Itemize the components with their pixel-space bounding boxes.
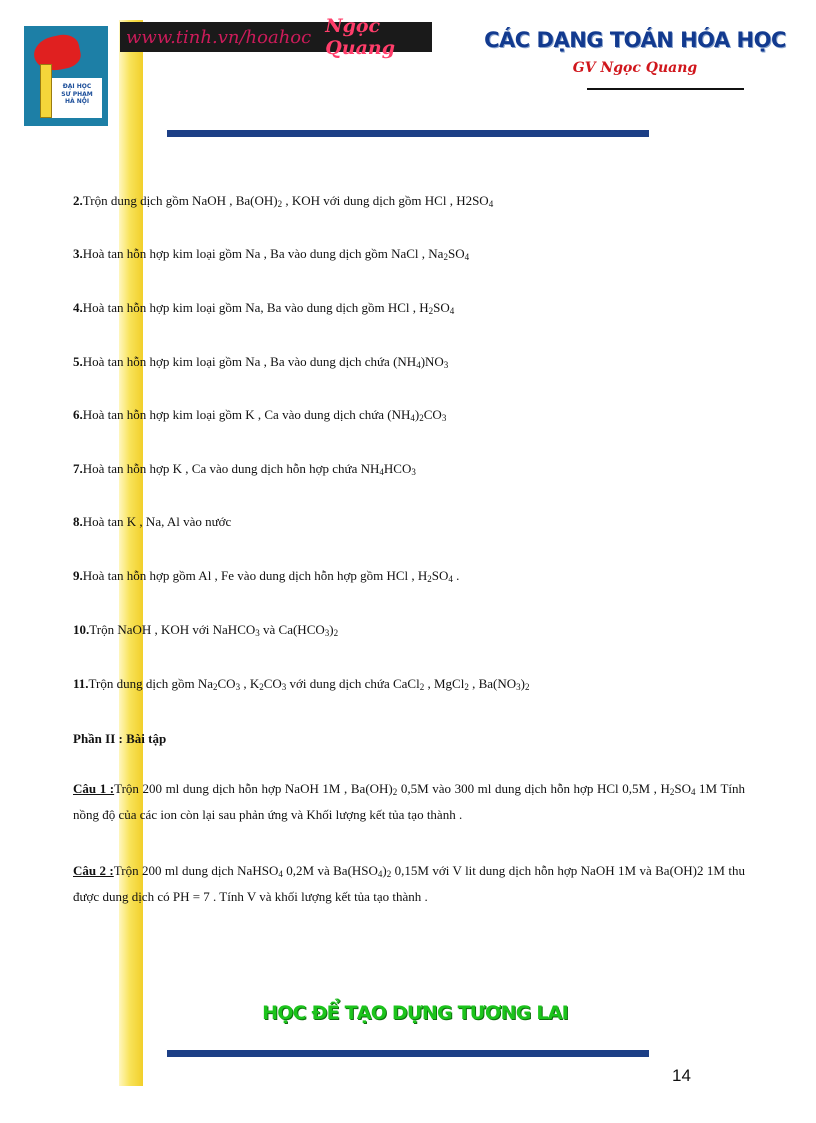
text-run: ) [520,676,525,691]
exercise-number: 9. [73,568,83,583]
text-run: 1M Tính nồng độ của các ion còn lại sau phản ứng và Khối lượng kết tủa tạo thành . [73,781,745,822]
subscript: 3 [441,413,447,423]
text-run: Hoà tan hỗn hợp K , Ca vào dung dịch hỗn hợp chứa NH [82,461,380,476]
footer-slogan: HỌC ĐỂ TẠO DỰNG TƯƠNG LAI [262,1002,568,1024]
subscript: 2 [669,787,675,797]
question-label: Câu 1 : [73,781,115,796]
text-run: CO [423,407,442,422]
exercise-item [73,622,338,638]
exercise-number: 3. [73,246,83,261]
exercise-item [73,676,529,692]
exercise-item [73,407,446,423]
subscript: 3 [516,682,521,692]
question-label: Câu 2 : [73,863,114,878]
document-title: CÁC DẠNG TOÁN HÓA HỌC [484,28,786,52]
text-run: Hoà tan hỗn hợp kim loại gồm Na , Ba vào dung dịch gồm NaCl , Na [82,246,444,261]
exercise-number: 4. [73,300,83,315]
exercise-item [73,514,231,530]
subscript: 3 [443,360,449,370]
header-banner [120,15,432,59]
exercise-item [73,193,493,209]
subscript: 2 [259,682,264,692]
subscript: 2 [277,199,283,209]
text-run: ) [382,863,387,878]
subscript: 4 [449,306,455,316]
page-number: 14 [672,1066,691,1085]
exercise-number: 7. [73,461,83,476]
exercise-item [73,568,459,584]
text-run: SO [433,300,450,315]
subscript: 2 [333,628,339,638]
text-run: SO [674,781,691,796]
logo-line: SƯ PHẠM [61,90,93,98]
subscript: 4 [416,360,421,370]
subscript: 2 [419,682,425,692]
subscript: 2 [392,787,398,797]
subscript: 4 [690,787,696,797]
subscript: 4 [410,413,415,423]
text-run: CO [263,676,282,691]
torch-flame-icon [31,32,83,75]
subscript: 3 [411,467,416,477]
text-run: , Ba(NO [468,676,517,691]
text-run: và Ca(HCO [259,622,325,637]
text-run: Trộn dung dịch gồm Na [88,676,214,691]
subscript: 2 [524,682,530,692]
author-underline [587,88,744,90]
section-heading: Phần II : Bài tập [73,731,167,746]
subscript: 4 [278,869,283,879]
text-run: )NO [420,354,444,369]
logo-text [52,83,102,106]
subscript: 4 [377,869,383,879]
text-run: HCO [383,461,412,476]
exercise-item [73,461,416,477]
subscript: 3 [235,682,241,692]
exercise-item [73,300,454,316]
text-run: Hoà tan hỗn hợp kim loại gồm K , Ca vào dung dịch chứa (NH [82,407,411,422]
text-run: 0,2M và Ba(HSO [282,863,378,878]
subscript: 2 [419,413,424,423]
banner-signature: Ngọc Quang [325,15,395,59]
exercise-item [73,246,469,262]
subscript: 4 [464,252,470,262]
exercise-number: 8. [73,514,83,529]
exercise-number: 2. [73,193,83,208]
text-run: Hoà tan hỗn hợp kim loại gồm Na, Ba vào dung dịch gồm HCl , H [82,300,429,315]
document-author: GV Ngọc Quang [572,60,698,76]
subscript: 2 [427,574,432,584]
text-run: Hoà tan K , Na, Al vào nước [82,514,232,529]
text-run: Trộn NaOH , KOH với NaHCO [89,622,256,637]
text-run: CO [217,676,236,691]
text-run: ) [329,622,334,637]
header-divider [167,130,649,137]
subscript: 2 [464,682,469,692]
torch-icon [40,64,52,118]
subscript: 2 [386,869,392,879]
subscript: 3 [255,628,260,638]
subscript: 4 [379,467,384,477]
text-run: Hoà tan hỗn hợp gồm Al , Fe vào dung dịch hỗn hợp gồm HCl , H [82,568,428,583]
text-run: Trộn 200 ml dung dịch hỗn hợp NaOH 1M , Ba(OH) [114,781,393,796]
footer-divider [167,1050,649,1057]
exercise-item [73,354,448,370]
subscript: 2 [213,682,218,692]
subscript: 2 [428,306,434,316]
text-run: , K [240,676,260,691]
question-1 [73,776,745,828]
text-run: 0,15M với V lit dung dịch hỗn hợp NaOH 1M và Ba(OH)2 1M thu được dung dịch có PH = 7 . Tính V và khối lượng kết tủa tạo thành . [73,863,745,904]
margin-highlight-bar [119,20,143,1086]
subscript: 4 [488,199,494,209]
banner-url[interactable]: www.tinh.vn/hoahoc [126,26,312,48]
text-run: ) [414,407,420,422]
text-run: , KOH với dung dịch gồm HCl , H2SO [282,193,489,208]
text-run: với dung dịch chứa CaCl [286,676,420,691]
university-logo [24,26,108,126]
subscript: 3 [324,628,330,638]
question-2 [73,858,745,910]
text-run: SO [431,568,449,583]
exercise-number: 10. [73,622,90,637]
text-run: SO [447,246,465,261]
text-run: . [452,568,460,583]
exercise-number: 11. [73,676,89,691]
text-run: Trộn dung dịch gồm NaOH , Ba(OH) [82,193,278,208]
exercise-number: 5. [73,354,83,369]
text-run: , MgCl [424,676,465,691]
exercise-number: 6. [73,407,83,422]
text-run: Hoà tan hỗn hợp kim loại gồm Na , Ba vào dung dịch chứa (NH [82,354,417,369]
logo-line: ĐẠI HỌC [62,83,92,90]
logo-line: HÀ NỘI [64,98,90,105]
subscript: 4 [448,574,453,584]
subscript: 2 [443,252,448,262]
subscript: 3 [281,682,287,692]
text-run: 0,5M vào 300 ml dung dịch hỗn hợp HCl 0,5M , H [397,781,670,796]
text-run: Trộn 200 ml dung dịch NaHSO [113,863,279,878]
